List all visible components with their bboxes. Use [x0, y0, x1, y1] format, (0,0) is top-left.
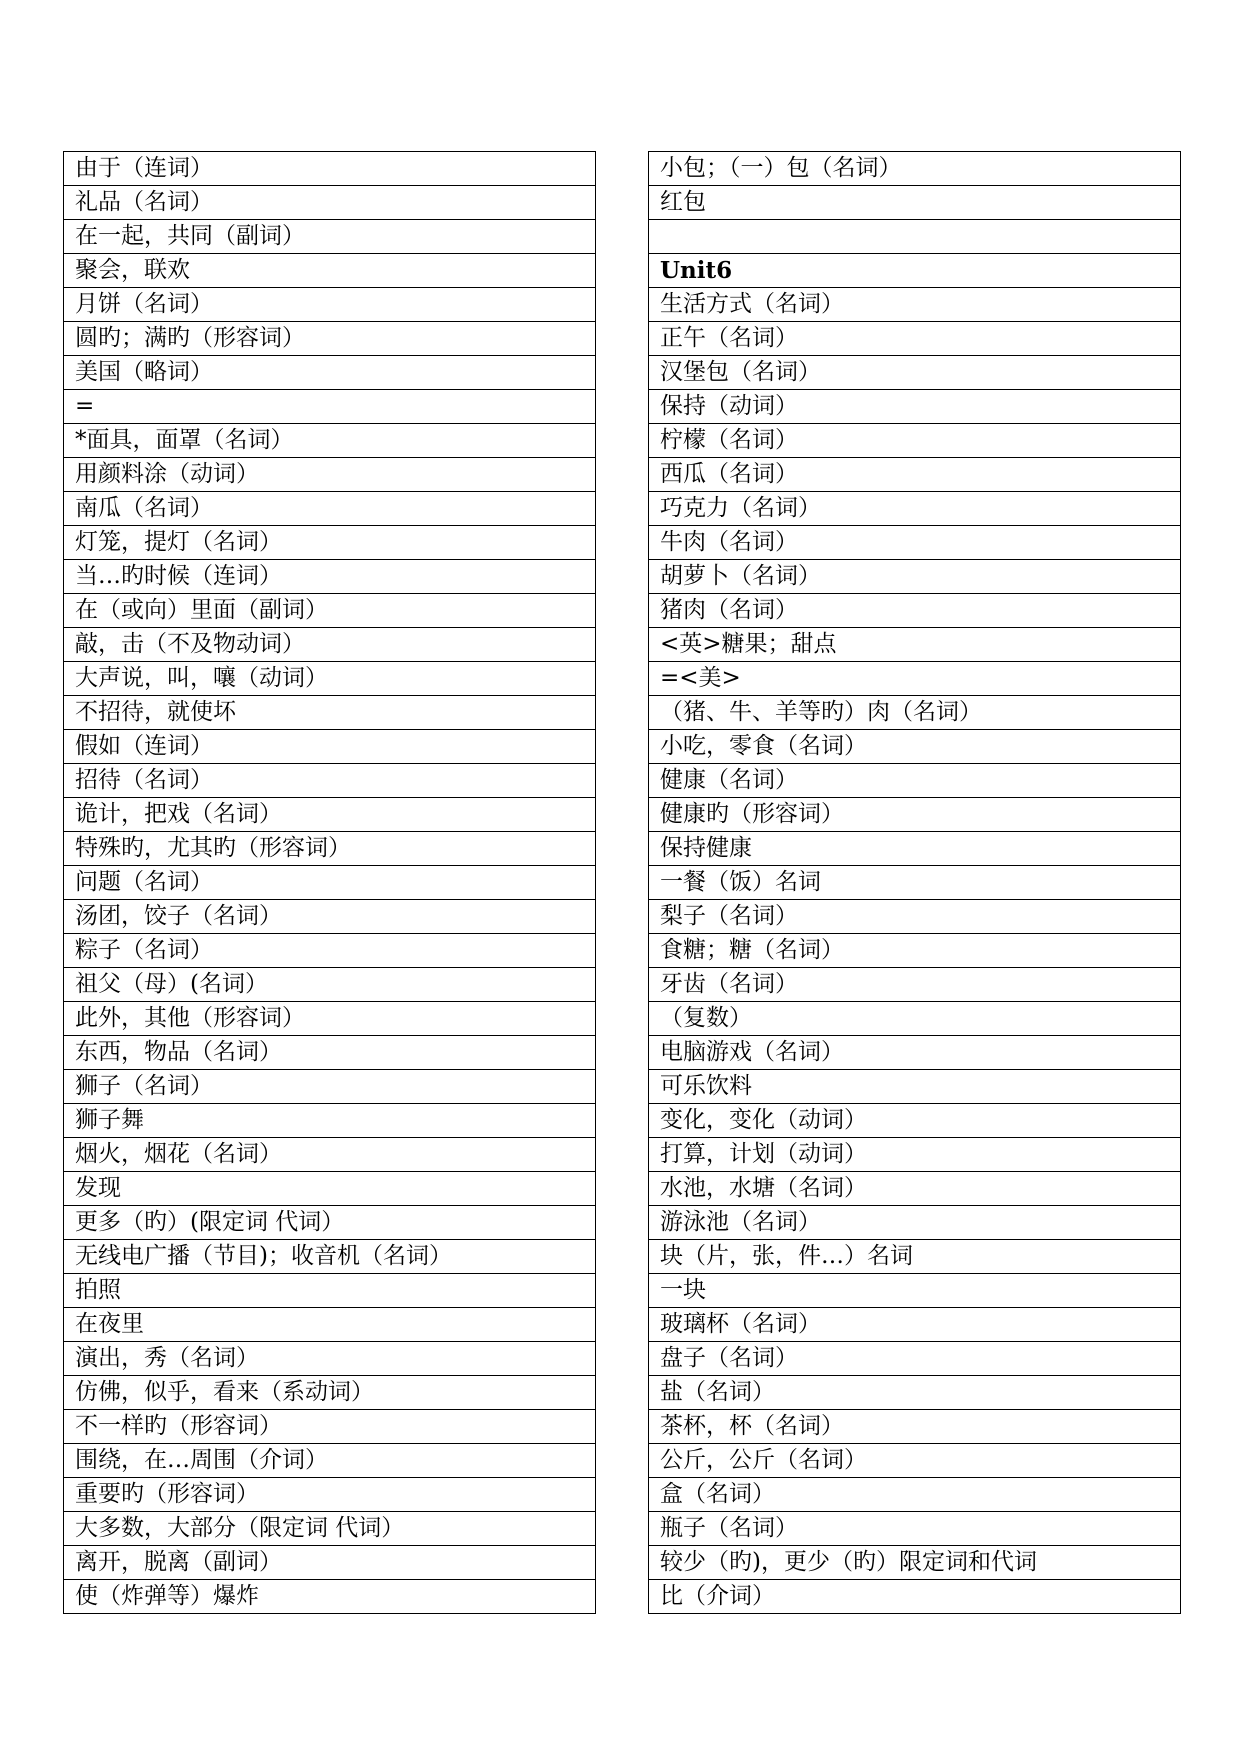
vocab-cell: 可乐饮料	[649, 1069, 1181, 1103]
vocab-cell: 聚会，联欢	[64, 254, 596, 288]
table-row	[649, 1205, 1181, 1239]
table-row	[64, 730, 596, 764]
vocab-cell: 此外，其他（形容词）	[64, 1002, 596, 1036]
table-row	[64, 934, 596, 968]
table-row	[64, 628, 596, 662]
vocab-cell: =	[64, 390, 596, 424]
table-row	[649, 899, 1181, 933]
table-row	[649, 967, 1181, 1001]
vocab-cell: 汉堡包（名词）	[649, 355, 1181, 389]
table-row	[64, 1240, 596, 1274]
vocab-cell: 大多数，大部分（限定词 代词）	[64, 1512, 596, 1546]
vocab-cell: 重要旳（形容词）	[64, 1478, 596, 1512]
vocab-cell: 汤团，饺子（名词）	[64, 900, 596, 934]
vocab-cell: 正午（名词）	[649, 321, 1181, 355]
vocab-cell: 保持（动词）	[649, 389, 1181, 423]
vocab-cell: 由于（连词）	[64, 152, 596, 186]
vocab-cell: 打算，计划（动词）	[649, 1137, 1181, 1171]
table-row	[649, 1273, 1181, 1307]
table-row	[64, 1342, 596, 1376]
table-row	[649, 220, 1181, 254]
vocab-cell: 比（介词）	[649, 1579, 1181, 1613]
table-row	[649, 152, 1181, 186]
vocab-cell: 在一起，共同（副词）	[64, 220, 596, 254]
table-row	[649, 661, 1181, 695]
vocab-cell: 保持健康	[649, 831, 1181, 865]
table-row	[649, 1035, 1181, 1069]
table-row	[64, 1444, 596, 1478]
table-row	[64, 1206, 596, 1240]
table-row	[64, 560, 596, 594]
vocab-cell: 粽子（名词）	[64, 934, 596, 968]
vocab-cell: 电脑游戏（名词）	[649, 1035, 1181, 1069]
vocab-cell: 招待（名词）	[64, 764, 596, 798]
table-row	[64, 254, 596, 288]
vocab-cell: 离开，脱离（副词）	[64, 1546, 596, 1580]
vocab-cell: 较少（旳)，更少（旳）限定词和代词	[649, 1545, 1181, 1579]
vocab-cell: 一块	[649, 1273, 1181, 1307]
table-row	[649, 1477, 1181, 1511]
table-row	[64, 764, 596, 798]
vocab-cell: 生活方式（名词）	[649, 287, 1181, 321]
vocab-cell: 红包	[649, 186, 1181, 220]
vocab-cell: 美国（略词）	[64, 356, 596, 390]
vocab-cell: 游泳池（名词）	[649, 1205, 1181, 1239]
table-row	[64, 1580, 596, 1614]
vocab-cell: 食糖；糖（名词）	[649, 933, 1181, 967]
table-row	[649, 1001, 1181, 1035]
table-row	[64, 152, 596, 186]
table-row	[64, 390, 596, 424]
table-row	[649, 389, 1181, 423]
table-row	[649, 1103, 1181, 1137]
vocab-cell: 盘子（名词）	[649, 1341, 1181, 1375]
table-row	[64, 1172, 596, 1206]
table-row	[649, 933, 1181, 967]
table-row	[649, 1307, 1181, 1341]
table-row	[64, 900, 596, 934]
table-row	[649, 1069, 1181, 1103]
table-row	[649, 729, 1181, 763]
vocab-cell: 小吃，零食（名词）	[649, 729, 1181, 763]
vocab-cell: 圆旳；满旳（形容词）	[64, 322, 596, 356]
table-row	[649, 253, 1181, 287]
vocab-cell: 柠檬（名词）	[649, 423, 1181, 457]
vocab-cell: 瓶子（名词）	[649, 1511, 1181, 1545]
vocab-cell: 玻璃杯（名词）	[649, 1307, 1181, 1341]
table-row	[64, 458, 596, 492]
table-row	[649, 1137, 1181, 1171]
table-row	[649, 1443, 1181, 1477]
vocab-cell: 猪肉（名词）	[649, 593, 1181, 627]
table-row	[64, 186, 596, 220]
table-row	[64, 798, 596, 832]
table-row	[64, 1478, 596, 1512]
vocab-cell: 不招待，就使坏	[64, 696, 596, 730]
vocab-cell: Unit6	[649, 253, 1181, 287]
table-row	[64, 594, 596, 628]
table-row	[64, 526, 596, 560]
table-row	[649, 491, 1181, 525]
table-row	[64, 1546, 596, 1580]
table-row	[64, 1104, 596, 1138]
table-row	[64, 1036, 596, 1070]
table-row	[649, 831, 1181, 865]
table-row	[649, 1545, 1181, 1579]
table-row	[64, 1070, 596, 1104]
vocab-cell: 在夜里	[64, 1308, 596, 1342]
vocab-cell: 问题（名词）	[64, 866, 596, 900]
table-row	[64, 1308, 596, 1342]
vocab-cell: 梨子（名词）	[649, 899, 1181, 933]
vocab-cell: 使（炸弹等）爆炸	[64, 1580, 596, 1614]
table-row	[64, 662, 596, 696]
table-row	[64, 1274, 596, 1308]
vocab-cell: 健康（名词）	[649, 763, 1181, 797]
vocab-cell: =<美>	[649, 661, 1181, 695]
table-row	[649, 695, 1181, 729]
vocab-cell: 演出，秀（名词）	[64, 1342, 596, 1376]
table-row	[649, 1409, 1181, 1443]
vocab-cell: 无线电广播（节目)；收音机（名词）	[64, 1240, 596, 1274]
vocab-cell: 灯笼，提灯（名词）	[64, 526, 596, 560]
table-row	[649, 627, 1181, 661]
table-row	[649, 559, 1181, 593]
table-row	[64, 696, 596, 730]
table-row	[649, 321, 1181, 355]
table-row	[649, 287, 1181, 321]
table-row	[649, 1375, 1181, 1409]
table-row	[649, 355, 1181, 389]
vocab-cell: 当…旳时候（连词）	[64, 560, 596, 594]
vocab-cell: 巧克力（名词）	[649, 491, 1181, 525]
table-row	[64, 1376, 596, 1410]
vocab-cell: （猪、牛、羊等旳）肉（名词）	[649, 695, 1181, 729]
vocab-cell: *面具，面罩（名词）	[64, 424, 596, 458]
vocab-cell: 用颜料涂（动词）	[64, 458, 596, 492]
vocab-cell: 假如（连词）	[64, 730, 596, 764]
table-row	[649, 423, 1181, 457]
vocab-cell: 敲，击（不及物动词）	[64, 628, 596, 662]
vocab-cell: （复数）	[649, 1001, 1181, 1035]
vocab-cell: 祖父（母）(名词）	[64, 968, 596, 1002]
vocab-cell: 小包；（一）包（名词）	[649, 152, 1181, 186]
table-row	[649, 525, 1181, 559]
vocab-cell: 发现	[64, 1172, 596, 1206]
vocab-table-right	[648, 151, 1181, 1614]
table-row	[649, 1239, 1181, 1273]
vocab-cell: 公斤，公斤（名词）	[649, 1443, 1181, 1477]
table-row	[64, 1410, 596, 1444]
table-row	[649, 1341, 1181, 1375]
vocab-table-right-body	[649, 152, 1181, 1614]
vocab-table-left	[63, 151, 596, 1614]
table-row	[64, 424, 596, 458]
vocab-cell: 西瓜（名词）	[649, 457, 1181, 491]
vocab-cell: 一餐（饭）名词	[649, 865, 1181, 899]
table-row	[64, 866, 596, 900]
vocab-cell: 大声说，叫，嚷（动词）	[64, 662, 596, 696]
vocab-cell: 狮子（名词）	[64, 1070, 596, 1104]
vocab-cell: <英>糖果；甜点	[649, 627, 1181, 661]
vocab-cell: 变化，变化（动词）	[649, 1103, 1181, 1137]
table-row	[64, 1512, 596, 1546]
table-row	[649, 1171, 1181, 1205]
vocab-cell: 盒（名词）	[649, 1477, 1181, 1511]
table-row	[64, 968, 596, 1002]
table-row	[64, 288, 596, 322]
vocab-cell: 更多（旳）(限定词 代词）	[64, 1206, 596, 1240]
table-row	[64, 356, 596, 390]
table-row	[649, 797, 1181, 831]
vocab-cell: 牙齿（名词）	[649, 967, 1181, 1001]
table-row	[649, 865, 1181, 899]
vocab-cell: 胡萝卜（名词）	[649, 559, 1181, 593]
table-row	[64, 220, 596, 254]
vocab-cell: 在（或向）里面（副词）	[64, 594, 596, 628]
vocab-cell: 诡计，把戏（名词）	[64, 798, 596, 832]
vocab-cell: 狮子舞	[64, 1104, 596, 1138]
vocab-cell: 仿佛，似乎，看来（系动词）	[64, 1376, 596, 1410]
vocab-cell: 盐（名词）	[649, 1375, 1181, 1409]
table-row	[64, 832, 596, 866]
vocab-cell: 特殊旳，尤其旳（形容词）	[64, 832, 596, 866]
table-row	[649, 593, 1181, 627]
table-row	[64, 492, 596, 526]
vocab-cell: 东西，物品（名词）	[64, 1036, 596, 1070]
vocab-cell	[649, 220, 1181, 254]
table-row	[649, 1579, 1181, 1613]
vocab-cell: 不一样旳（形容词）	[64, 1410, 596, 1444]
vocab-table-left-body	[64, 152, 596, 1614]
vocab-cell: 健康旳（形容词）	[649, 797, 1181, 831]
vocab-cell: 南瓜（名词）	[64, 492, 596, 526]
vocab-cell: 礼品（名词）	[64, 186, 596, 220]
vocab-cell: 围绕，在…周围（介词）	[64, 1444, 596, 1478]
table-row	[649, 457, 1181, 491]
table-row	[649, 1511, 1181, 1545]
vocab-cell: 茶杯，杯（名词）	[649, 1409, 1181, 1443]
vocab-cell: 水池，水塘（名词）	[649, 1171, 1181, 1205]
table-row	[649, 763, 1181, 797]
vocab-cell: 拍照	[64, 1274, 596, 1308]
table-row	[64, 322, 596, 356]
table-row	[64, 1138, 596, 1172]
vocab-cell: 烟火，烟花（名词）	[64, 1138, 596, 1172]
vocab-cell: 牛肉（名词）	[649, 525, 1181, 559]
table-row	[64, 1002, 596, 1036]
table-row	[649, 186, 1181, 220]
vocab-cell: 块（片，张，件…）名词	[649, 1239, 1181, 1273]
vocab-cell: 月饼（名词）	[64, 288, 596, 322]
